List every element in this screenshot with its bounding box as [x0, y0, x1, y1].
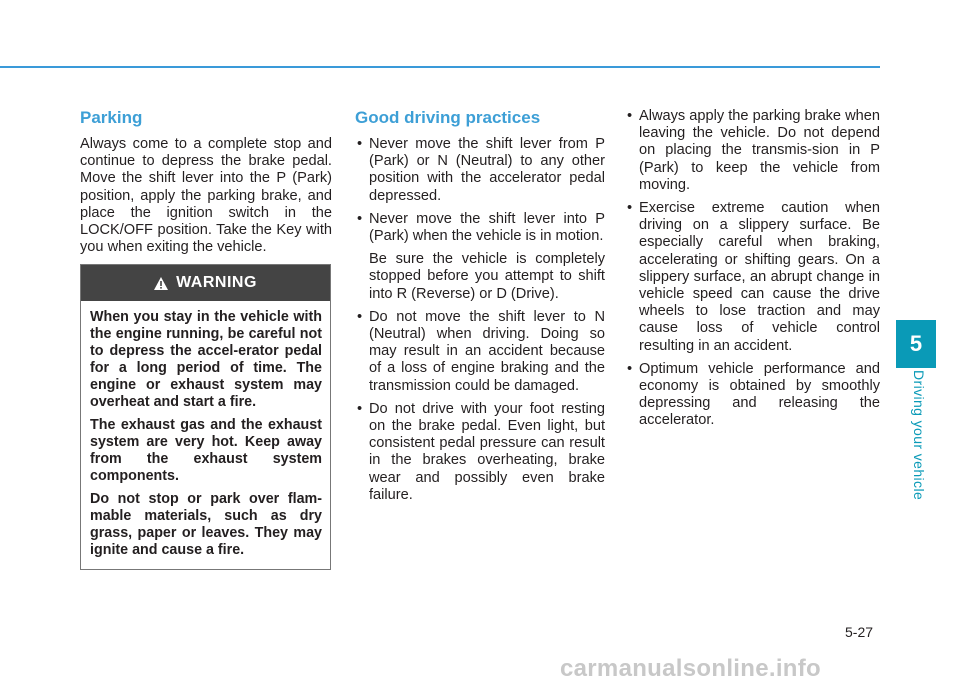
good-driving-section: [355, 108, 605, 510]
bullet: •: [357, 136, 363, 152]
warning-triangle-icon: [154, 277, 168, 290]
bullet: •: [627, 108, 633, 124]
list-item: [355, 401, 605, 504]
bullet: •: [627, 200, 633, 217]
list-item-text: Always apply the parking brake when leaving the vehicle. Do not depend on placing the transmis-sion in P (Park) to keep the vehicle from moving.: [639, 108, 880, 193]
parking-section: [80, 108, 332, 256]
warning-paragraph: The exhaust gas and the exhaust system are very hot. Keep away from the exhaust system components.: [90, 417, 322, 484]
bullet: •: [357, 308, 363, 325]
warning-header: [81, 265, 330, 301]
list-item-text: Be sure the vehicle is completely stopped before you attempt to shift into R (Reverse) or D (Drive).: [369, 251, 605, 302]
list-item: [355, 136, 605, 205]
list-item-text: Never move the shift lever into P (Park) when the vehicle is in motion.: [369, 210, 605, 245]
list-item-text: Never move the shift lever from P (Park) or N (Neutral) to any other position with the accelerator pedal depressed.: [369, 136, 605, 204]
list-item: [625, 361, 880, 430]
warning-paragraph: When you stay in the vehicle with the engine running, be careful not to depress the accel-erator pedal for a long period of time. The engine or exhaust system may overheat and start a fire.: [90, 309, 322, 410]
list-item: [625, 108, 880, 194]
warning-paragraph: Do not stop or park over flam-mable materials, such as dry grass, paper or leaves. They may ignite and cause a fire.: [90, 491, 322, 558]
bullet: •: [357, 210, 363, 227]
list-item: [355, 211, 605, 303]
warning-body: [81, 301, 330, 559]
parking-heading: Parking: [80, 108, 143, 127]
list-item-text: Do not drive with your foot resting on the brake pedal. Even light, but consistent pedal pressure can result in the brakes overheating, brake wear and possibly even brake failure.: [369, 400, 605, 503]
warning-title: WARNING: [176, 274, 257, 291]
chapter-tab: 5: [896, 320, 936, 368]
header-rule: [0, 66, 880, 68]
list-item-text: Do not move the shift lever to N (Neutral) when driving. Doing so may result in an accident because of a loss of engine braking and the transmission could be damaged.: [369, 308, 605, 394]
list-item-text: Optimum vehicle performance and economy is obtained by smoothly depressing and releasing the accelerator.: [639, 360, 880, 429]
good-driving-list-continued: [625, 108, 880, 430]
good-driving-continued: [625, 108, 880, 436]
page-number: 5-27: [845, 624, 874, 640]
bullet: •: [627, 360, 633, 377]
warning-box: [80, 264, 331, 570]
good-driving-list: [355, 136, 605, 504]
chapter-title: Driving your vehicle: [911, 370, 927, 501]
list-item-text: Exercise extreme caution when driving on a slippery surface. Be especially careful when braking, accelerating or shifting gears. On a slippery surface, an abrupt change in vehicle speed can cause the drive wheels to lose traction and may cause loss of vehicle control resulting in an accident.: [639, 200, 880, 354]
parking-text: Always come to a complete stop and continue to depress the brake pedal. Move the shift lever into the P (Park) position, apply the parking brake, and place the ignition switch in the LOCK/OFF position. Take the Key with you when exiting the vehicle.: [80, 136, 332, 256]
good-driving-heading: Good driving practices: [355, 108, 541, 127]
list-item: [625, 200, 880, 355]
bullet: •: [357, 400, 363, 417]
list-item: [355, 309, 605, 395]
watermark: carmanualsonline.info: [560, 655, 822, 682]
